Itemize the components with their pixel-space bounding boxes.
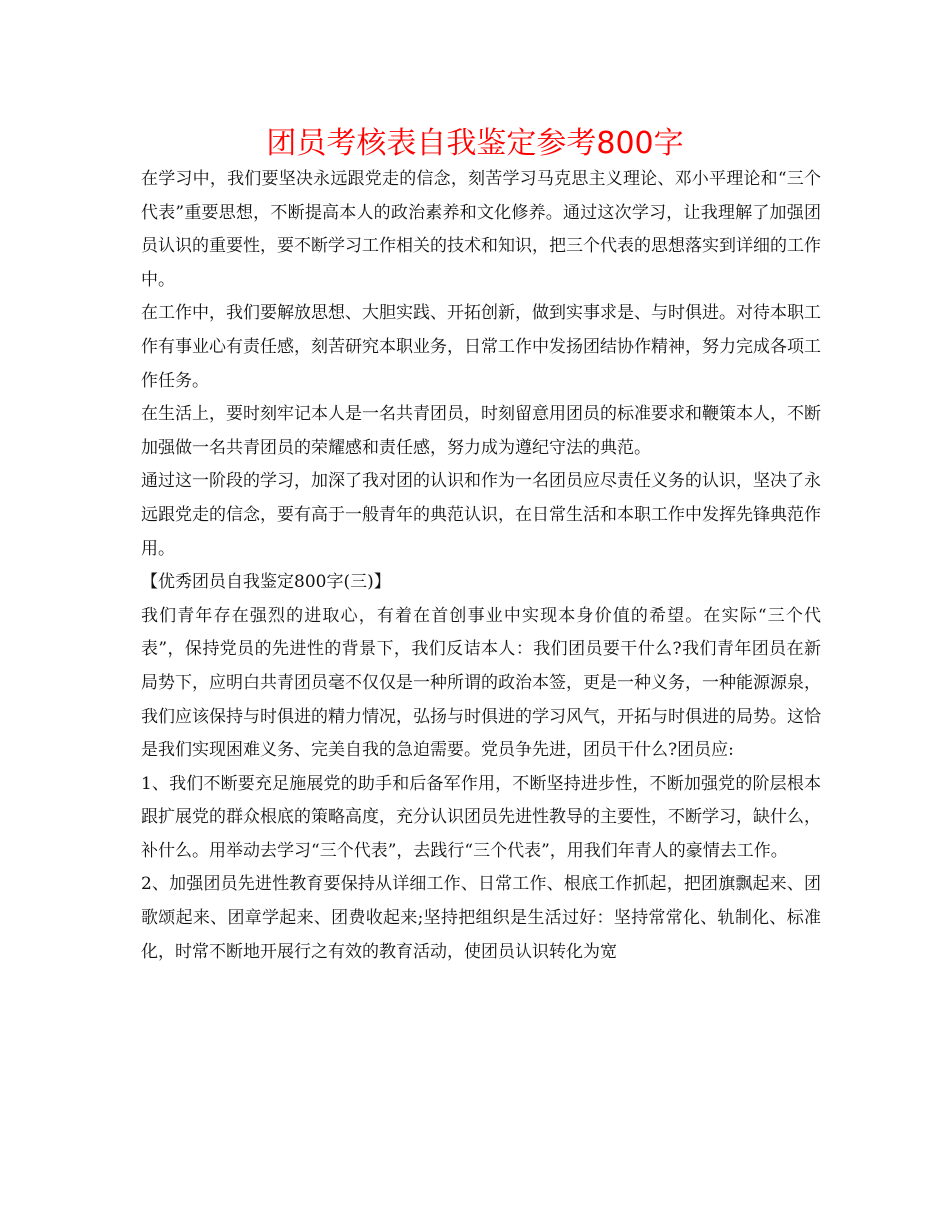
paragraph-point-1: 1、我们不断要充足施展党的助手和后备军作用，不断坚持进步性，不断加强党的阶层根本跟扩展党的群众根底的策略高度，充分认识团员先进性教导的主要性，不断学习，缺什么，补什么。用举动去学习“三个代表”，去践行“三个代表”，用我们年青人的豪情去工作。 [141,773,821,861]
paragraph-youth: 我们青年存在强烈的进取心，有着在首创事业中实现本身价值的希望。在实际“三个代表”，保持党员的先进性的背景下，我们反诘本人：我们团员要干什么?我们青年团员在新局势下，应明白共青团员毫不仅仅是一种所谓的政治本签，更是一种义务，一种能源源泉，我们应该保持与时俱进的精力情况，弘扬与时俱进的学习风气，开拓与时俱进的局势。这恰是我们实现困难义务、完美自我的急迫需要。党员争先进，团员干什么?团员应: [141,605,821,761]
section-heading: 【优秀团员自我鉴定800字(三)】 [141,572,391,593]
paragraph-point-2: 2、加强团员先进性教育要保持从详细工作、日常工作、根底工作抓起，把团旗飘起来、团歌颂起来、团章学起来、团费收起来;坚持把组织是生活过好：坚持常常化、轨制化、标准化，时常不断地开展行之有效的教育活动，使团员认识转化为宽 [141,874,821,962]
paragraph-study: 在学习中，我们要坚决永远跟党走的信念，刻苦学习马克思主义理论、邓小平理论和“三个代表”重要思想，不断提高本人的政治素养和文化修养。通过这次学习，让我理解了加强团员认识的重要性，要不断学习工作相关的技术和知识，把三个代表的思想落实到详细的工作中。 [141,169,821,290]
document-title: 团员考核表自我鉴定参考800字 [266,126,684,161]
paragraph-summary: 通过这一阶段的学习，加深了我对团的认识和作为一名团员应尽责任义务的认识，坚决了永远跟党走的信念，要有高于一般青年的典范认识，在日常生活和本职工作中发挥先锋典范作用。 [141,471,821,559]
paragraph-life: 在生活上，要时刻牢记本人是一名共青团员，时刻留意用团员的标准要求和鞭策本人，不断加强做一名共青团员的荣耀感和责任感，努力成为遵纪守法的典范。 [141,404,821,458]
document-body [141,163,821,969]
paragraph-work: 在工作中，我们要解放思想、大胆实践、开拓创新，做到实事求是、与时俱进。对待本职工作有事业心有责任感，刻苦研究本职业务，日常工作中发扬团结协作精神，努力完成各项工作任务。 [141,303,821,391]
